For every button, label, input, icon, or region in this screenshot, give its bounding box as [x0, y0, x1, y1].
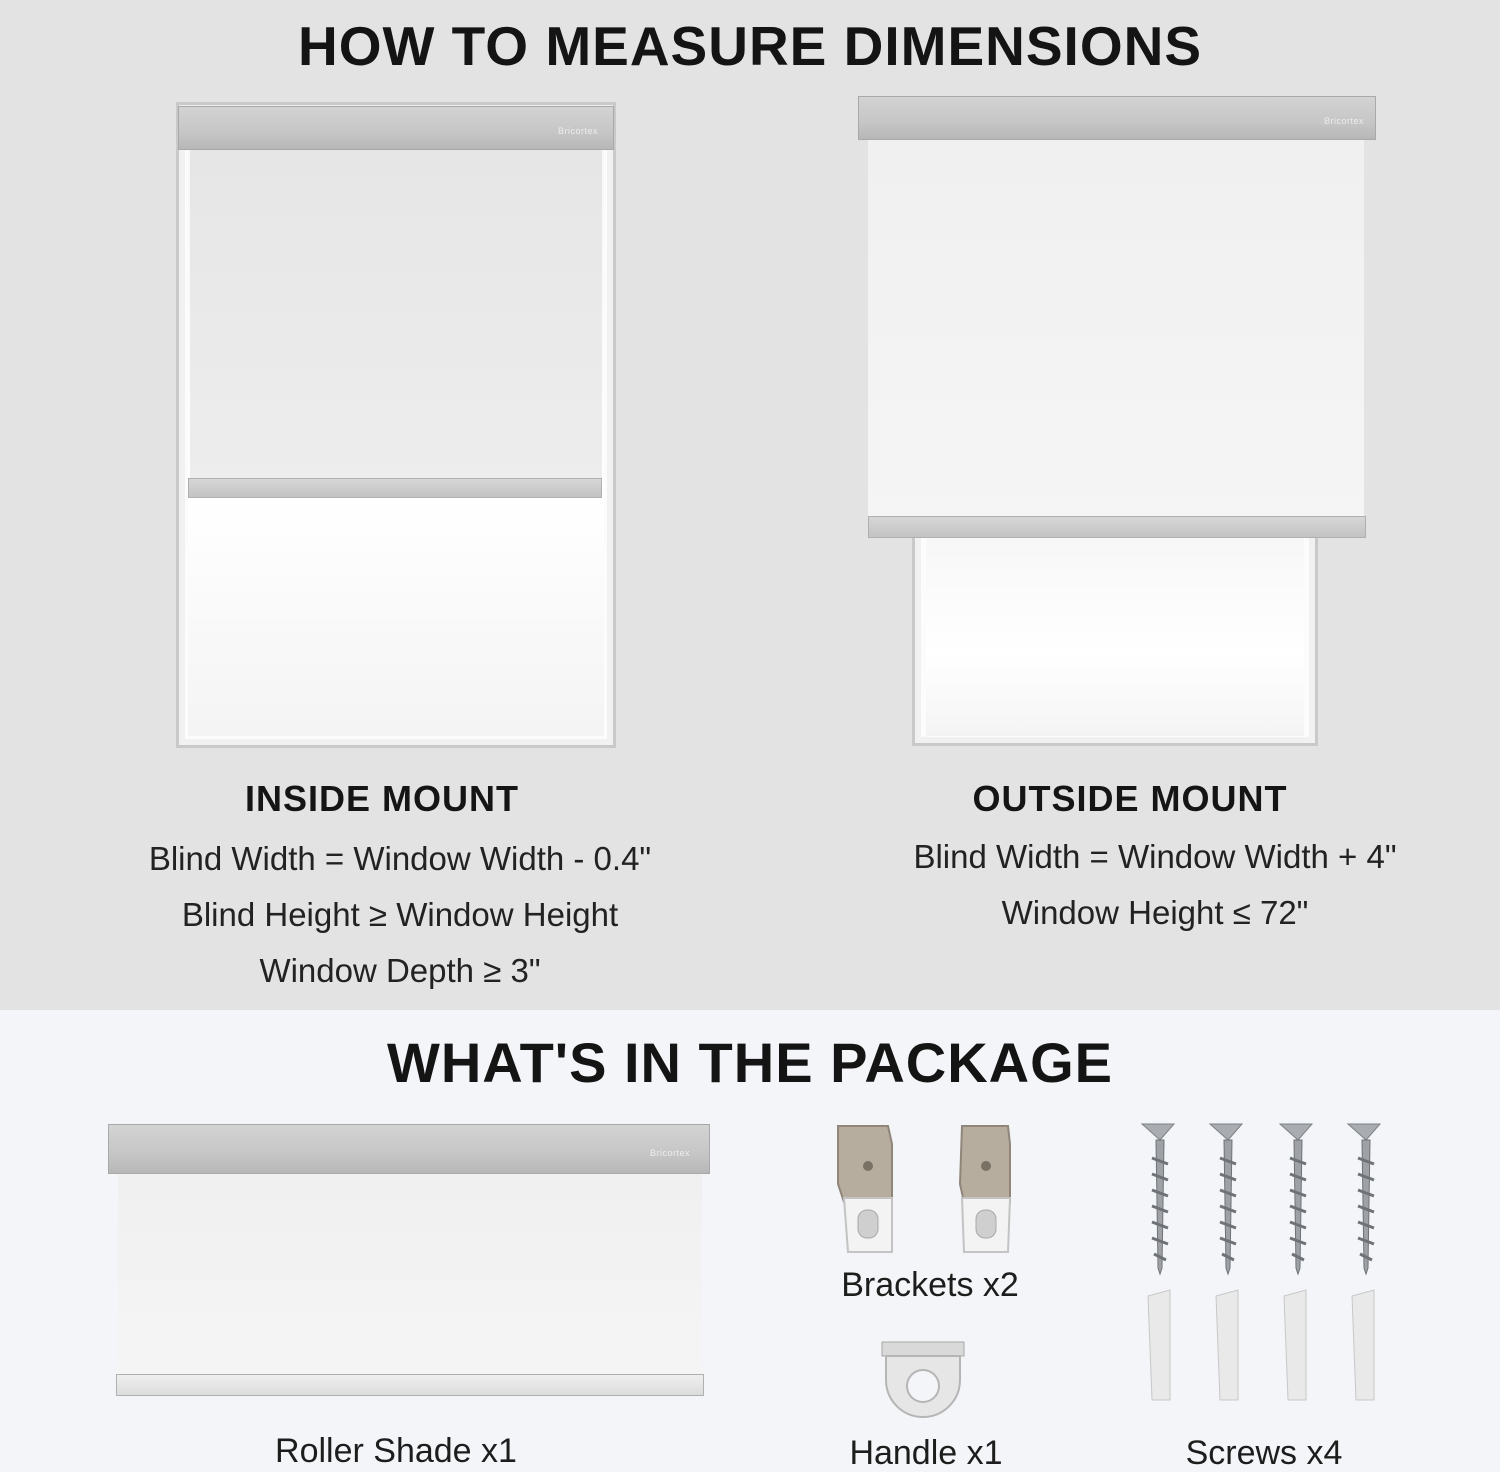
brand-mark: Bricortex [650, 1148, 691, 1158]
window-glass [926, 532, 1304, 736]
wall-anchor-icon [1148, 1290, 1170, 1400]
brackets-image [830, 1122, 1030, 1258]
outside-mount-line-1: Blind Width = Window Width + 4" [913, 838, 1397, 875]
measure-title: HOW TO MEASURE DIMENSIONS [297, 15, 1203, 77]
handle-icon [882, 1342, 964, 1417]
package-title: WHAT'S IN THE PACKAGE [386, 1031, 1113, 1094]
bracket-icon [960, 1126, 1010, 1252]
outside-mount-illustration [858, 96, 1376, 746]
screws-image [1128, 1118, 1408, 1408]
cassette-headrail [178, 106, 614, 150]
bracket-icon [838, 1126, 892, 1252]
brand-mark: Bricortex [1324, 116, 1365, 126]
inside-mount-line-1: Blind Width = Window Width - 0.4" [148, 840, 652, 877]
screws-caption: Screws x4 [1185, 1434, 1343, 1472]
inside-mount-line-2: Blind Height ≥ Window Height [181, 896, 619, 933]
cassette-headrail [858, 96, 1376, 140]
inside-mount-heading: INSIDE MOUNT [244, 778, 519, 819]
bottom-rail [868, 516, 1366, 538]
roller-shade-caption: Roller Shade x1 [275, 1432, 517, 1470]
inside-mount-illustration [176, 102, 616, 748]
handle-caption: Handle x1 [849, 1434, 1003, 1472]
cassette-headrail [108, 1124, 710, 1174]
screw-icon [1210, 1124, 1242, 1274]
screw-icon [1280, 1124, 1312, 1274]
outside-mount-line-2: Window Height ≤ 72" [1001, 894, 1309, 931]
outside-mount-heading: OUTSIDE MOUNT [972, 778, 1288, 819]
inside-mount-line-3: Window Depth ≥ 3" [259, 952, 541, 989]
shade-fabric [118, 1174, 702, 1382]
bottom-rail [116, 1374, 704, 1396]
roller-shade-image [108, 1124, 710, 1404]
wall-anchor-icon [1284, 1290, 1306, 1400]
screw-icon [1142, 1124, 1174, 1274]
handle-image [880, 1340, 966, 1424]
screw-icon [1348, 1124, 1380, 1274]
bottom-rail [188, 478, 602, 498]
shade-fabric [190, 150, 602, 480]
brand-mark: Bricortex [558, 126, 599, 136]
wall-anchor-icon [1216, 1290, 1238, 1400]
wall-anchor-icon [1352, 1290, 1374, 1400]
shade-fabric [868, 140, 1364, 520]
brackets-caption: Brackets x2 [841, 1266, 1019, 1304]
